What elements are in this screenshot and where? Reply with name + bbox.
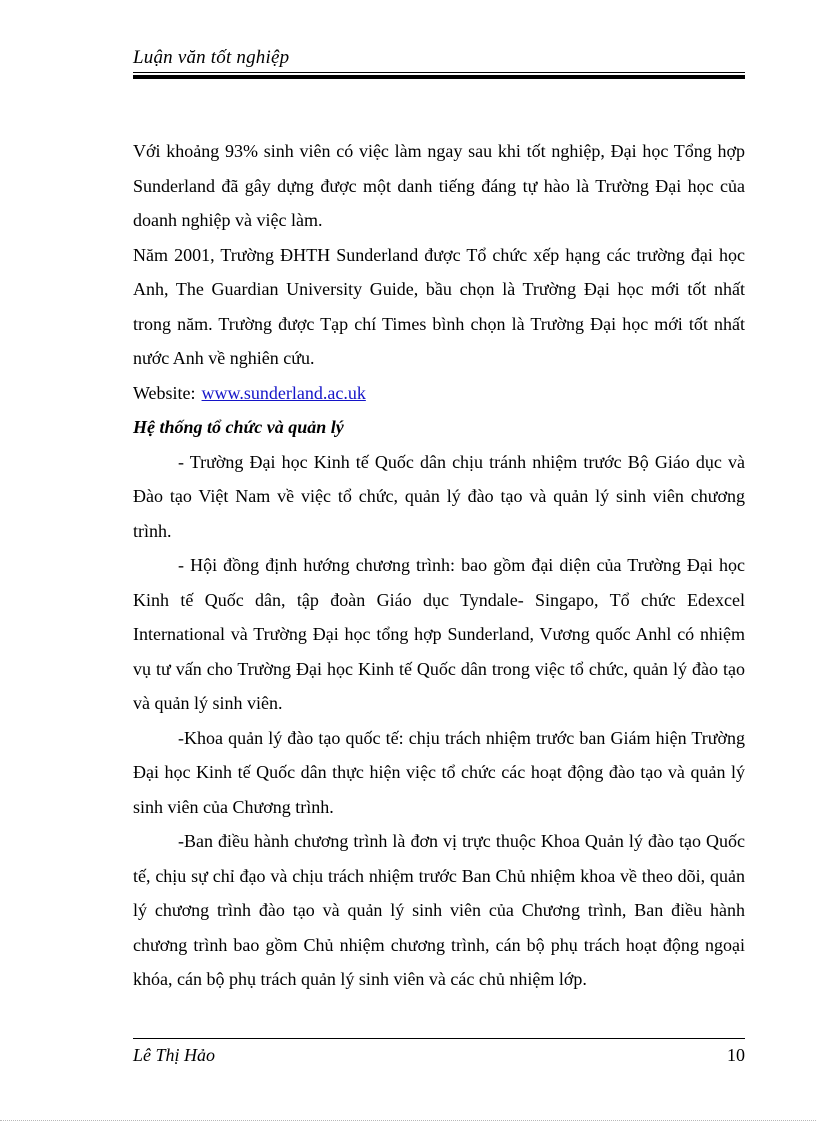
paragraph: Năm 2001, Trường ĐHTH Sunderland được Tổ chức xếp hạng các trường đại học Anh, The Guardian University Guide, bầu chọn là Trường Đại học mới tốt nhất trong năm. Trường được Tạp chí Times bình chọn là Trường Đại học mới tốt nhất nước Anh về nghiên cứu.	[133, 244, 745, 368]
website-link[interactable]: www.sunderland.ac.uk	[201, 382, 366, 403]
header-title: Luận văn tốt nghiệp	[133, 47, 290, 68]
website-line	[133, 376, 745, 411]
footer-rule	[133, 1038, 745, 1039]
document-body	[133, 134, 745, 997]
footer-row	[133, 1045, 745, 1066]
footer-author: Lê Thị Hảo	[133, 1045, 216, 1065]
section-heading: Hệ thống tổ chức và quản lý	[133, 417, 344, 437]
paragraph: - Hội đồng định hướng chương trình: bao gồm đại diện của Trường Đại học Kinh tế Quốc dân, tập đoàn Giáo dục Tyndale- Singapo, Tổ chức Edexcel International và Trường Đại học tổng hợp Sunderland, Vương quốc Anhl có nhiệm vụ tư vấn cho Trường Đại học Kinh tế Quốc dân trong việc tổ chức, quản lý đào tạo và quản lý sinh viên.	[133, 555, 745, 713]
page-number: 10	[727, 1045, 745, 1065]
website-label: Website:	[133, 382, 196, 403]
paragraph: - Trường Đại học Kinh tế Quốc dân chịu tránh nhiệm trước Bộ Giáo dục và Đào tạo Việt Nam về việc tổ chức, quản lý đào tạo và quản lý sinh viên chương trình.	[133, 451, 745, 541]
page-footer	[133, 1038, 745, 1066]
paragraph: -Ban điều hành chương trình là đơn vị trực thuộc Khoa Quản lý đào tạo Quốc tế, chịu sự chỉ đạo và chịu trách nhiệm trước Ban Chủ nhiệm khoa về theo dõi, quản lý chương trình đào tạo và quản lý sinh viên của Chương trình, Ban điều hành chương trình bao gồm Chủ nhiệm chương trình, cán bộ phụ trách hoạt động ngoại khóa, cán bộ phụ trách quản lý sinh viên và các chủ nhiệm lớp.	[133, 831, 745, 989]
paragraph: Với khoảng 93% sinh viên có việc làm ngay sau khi tốt nghiệp, Đại học Tổng hợp Sunderland đã gây dựng được một danh tiếng đáng tự hào là Trường Đại học của doanh nghiệp và việc làm.	[133, 141, 745, 230]
header-rule	[133, 72, 745, 79]
page-bottom-edge	[0, 1120, 816, 1121]
page-header	[133, 46, 745, 79]
paragraph: -Khoa quản lý đào tạo quốc tế: chịu trách nhiệm trước ban Giám hiện Trường Đại học Kinh tế Quốc dân thực hiện việc tổ chức các hoạt động đào tạo và quản lý sinh viên của Chương trình.	[133, 727, 745, 817]
